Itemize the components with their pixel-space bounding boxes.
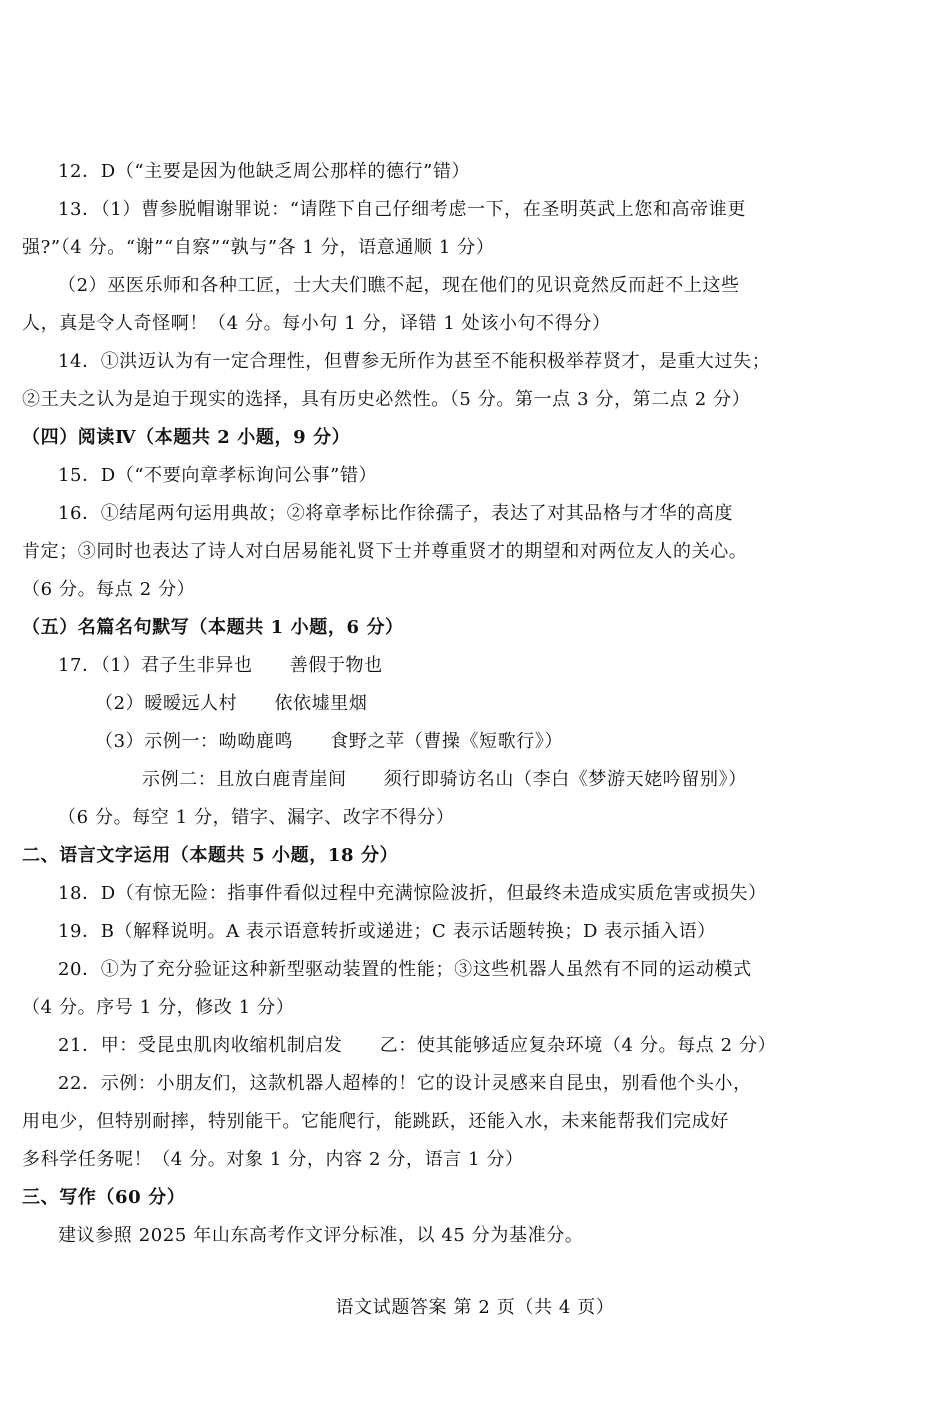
- answer-17-part3-example1: （3）示例一：呦呦鹿鸣 食野之苹（曹操《短歌行》）: [95, 731, 564, 752]
- answer-13-part2-line2: 人，真是令人奇怪啊！（4 分。每小句 1 分，译错 1 处该小句不得分）: [22, 313, 611, 334]
- answer-20-scoring: （4 分。序号 1 分，修改 1 分）: [22, 997, 295, 1018]
- section-heading-language-use: 二、语言文字运用（本题共 5 小题，18 分）: [22, 845, 399, 866]
- answer-17-part2: （2）暧暧远人村 依依墟里烟: [95, 693, 368, 714]
- answer-16-line2: 肯定；③同时也表达了诗人对白居易能礼贤下士并尊重贤才的期望和对两位友人的关心。: [22, 541, 748, 562]
- answer-22-line1: 22．示例：小朋友们，这款机器人超棒的！它的设计灵感来自昆虫，别看他个头小，: [58, 1073, 752, 1094]
- answer-21: 21．甲：受昆虫肌肉收缩机制启发 乙：使其能够适应复杂环境（4 分。每点 2 分）: [58, 1035, 777, 1056]
- answer-17-part1: 17．（1）君子生非异也 善假于物也: [58, 655, 383, 676]
- answer-16-line1: 16．①结尾两句运用典故；②将章孝标比作徐孺子，表达了对其品格与才华的高度: [58, 503, 734, 524]
- answer-22-line2: 用电少，但特别耐摔，特别能干。它能爬行，能跳跃，还能入水，未来能帮我们完成好: [22, 1111, 729, 1132]
- answer-14-line2: ②王夫之认为是迫于现实的选择，具有历史必然性。（5 分。第一点 3 分，第二点 2 分）: [22, 389, 751, 410]
- page-footer: 语文试题答案 第 2 页（共 4 页）: [335, 1297, 615, 1318]
- section-heading-reading-4: （四）阅读Ⅳ（本题共 2 小题，9 分）: [22, 427, 351, 448]
- answer-22-line3: 多科学任务呢！（4 分。对象 1 分，内容 2 分，语言 1 分）: [22, 1149, 524, 1170]
- answer-17-part3-example2: 示例二：且放白鹿青崖间 须行即骑访名山（李白《梦游天姥吟留别》）: [142, 769, 747, 790]
- answer-13-part2-line1: （2）巫医乐师和各种工匠，士大夫们瞧不起，现在他们的见识竟然反而赶不上这些: [58, 275, 740, 296]
- answer-19: 19．B（解释说明。A 表示语意转折或递进；C 表示话题转换；D 表示插入语）: [58, 921, 716, 942]
- answer-15: 15．D（“不要向章孝标询问公事”错）: [58, 465, 378, 486]
- answer-17-scoring: （6 分。每空 1 分，错字、漏字、改字不得分）: [58, 807, 455, 828]
- answer-16-scoring: （6 分。每点 2 分）: [22, 579, 196, 600]
- answer-18: 18．D（有惊无险：指事件看似过程中充满惊险波折，但最终未造成实质危害或损失）: [58, 883, 767, 904]
- answer-12: 12．D（“主要是因为他缺乏周公那样的德行”错）: [58, 161, 471, 182]
- writing-scoring-note: 建议参照 2025 年山东高考作文评分标准，以 45 分为基准分。: [58, 1225, 584, 1246]
- section-heading-recitation: （五）名篇名句默写（本题共 1 小题，6 分）: [22, 617, 404, 638]
- answer-20-line1: 20．①为了充分验证这种新型驱动装置的性能；③这些机器人虽然有不同的运动模式: [58, 959, 752, 980]
- answer-14-line1: 14．①洪迈认为有一定合理性，但曹参无所作为甚至不能积极举荐贤才，是重大过失；: [58, 351, 771, 372]
- answer-13-part1-line1: 13．（1）曹参脱帽谢罪说：“请陛下自己仔细考虑一下，在圣明英武上您和高帝谁更: [58, 199, 746, 220]
- answer-13-part1-line2: 强?”（4 分。“谢”“自察”“孰与”各 1 分，语意通顺 1 分）: [22, 237, 495, 258]
- section-heading-writing: 三、写作（60 分）: [22, 1187, 186, 1208]
